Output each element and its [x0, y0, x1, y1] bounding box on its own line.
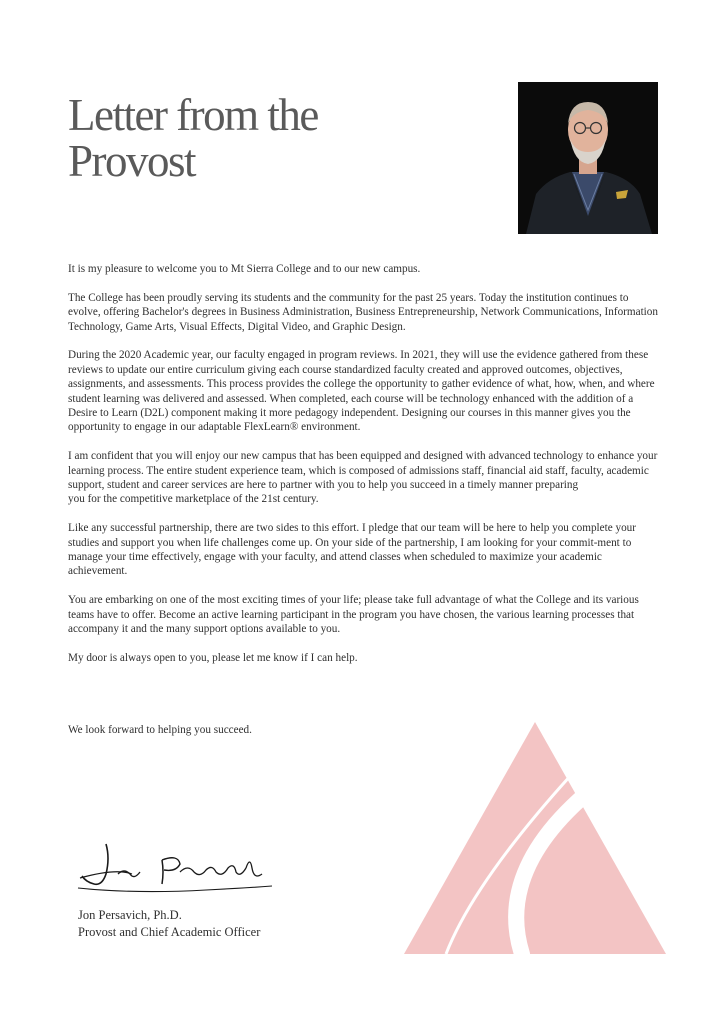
paragraph-partnership: Like any successful partnership, there are two sides to this effort. I pledge that our team will be here to help you complete your studies and support you when life challenges come up. On your side of the partnership, I am looking for your commit-ment to manage your time effectively, engage with your faculty, and attend classes when scheduled to maximize your academic achievement.: [68, 522, 637, 578]
paragraph-history: The College has been proudly serving its students and the community for the past 25 years. Today the institution continues to evolve, offering Bachelor's degrees in Business Administration, Business Entrepreneurship, Network Communications, Information Technology, Game Arts, Visual Effects, Digital Video, and Graphic Design.: [68, 291, 658, 333]
handwritten-signature: [76, 838, 276, 898]
signatory-name: Jon Persavich, Ph.D.: [78, 908, 182, 922]
page-title: [68, 92, 428, 184]
paragraph-open-door: My door is always open to you, please let me know if I can help.: [68, 651, 358, 664]
paragraph-campus-continued: you for the competitive marketplace of the 21st century.: [68, 493, 319, 506]
signatory-title: Provost and Chief Academic Officer: [78, 925, 261, 939]
paragraph-embarking: You are embarking on one of the most exciting times of your life; please take full advantage of what the College and its various teams have to offer. Become an active learning participant in the program you have chosen, the various learning processes that accompany it and the many support options available to you.: [68, 594, 639, 636]
provost-portrait-photo: [518, 82, 658, 234]
paragraph-welcome: It is my pleasure to welcome you to Mt Sierra College and to our new campus.: [68, 263, 421, 275]
paragraph-campus: I am confident that you will enjoy our new campus that has been equipped and designed with advanced technology to enhance your learning process. The entire student experience team, which is composed of admissions staff, financial aid staff, faculty, academic support, student and career services are here to partner with you to help you succeed in a timely manner preparing: [68, 450, 658, 492]
closing-line: We look forward to helping you succeed.: [68, 724, 252, 736]
title-line-1: Letter from the: [68, 90, 318, 140]
letter-body: [68, 262, 662, 680]
college-logo-triangle: [404, 722, 666, 954]
title-line-2: Provost: [68, 136, 196, 186]
paragraph-program-review: During the 2020 Academic year, our faculty engaged in program reviews. In 2021, they will use the evidence gathered from these reviews to update our entire curriculum giving each course standardized faculty created and approved outcomes, objectives, assignments, and assessments. This process provides the college the opportunity to gather evidence of what, how, when, and where student learning was delivered and assessed. When completed, each course will be technology enhanced with the addition of a Desire to Learn (D2L) component making it more pedagogy independent. Designing our courses in this manner gives you the opportunity to engage in our adaptable FlexLearn® environment.: [68, 349, 655, 434]
